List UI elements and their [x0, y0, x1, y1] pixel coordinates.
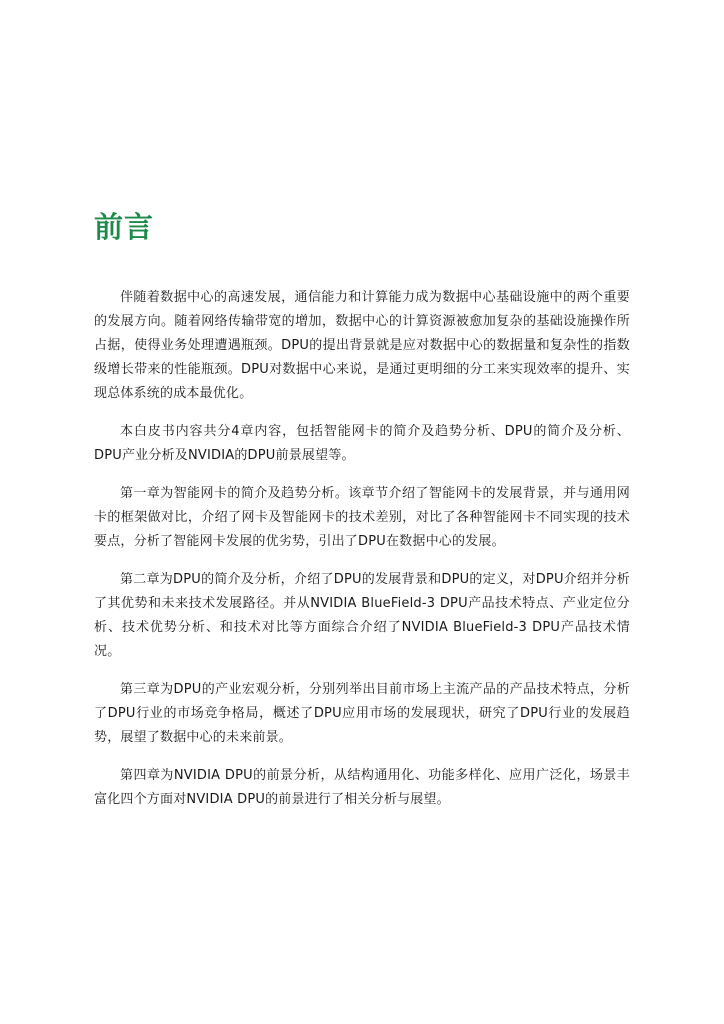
- page-title: 前言: [94, 210, 155, 244]
- paragraph-6: 第四章为NVIDIA DPU的前景分析，从结构通用化、功能多样化、应用广泛化，场景丰富化四个方面对NVIDIA DPU的前景进行了相关分析与展望。: [94, 768, 630, 807]
- paragraph-4: 第二章为DPU的简介及分析，介绍了DPU的发展背景和DPU的定义，对DPU介绍并分析了其优势和未来技术发展路径。并从NVIDIA BlueField-3 DPU产品技术特点、产业定位分析、技术优势分析、和技术对比等方面综合介绍了NVIDIA BlueField-3 DPU产品技术情况。: [94, 572, 630, 659]
- paragraph-2: 本白皮书内容共分4章内容，包括智能网卡的简介及趋势分析、DPU的简介及分析、DPU产业分析及NVIDIA的DPU前景展望等。: [94, 424, 630, 463]
- paragraph-3: 第一章为智能网卡的简介及趋势分析。该章节介绍了智能网卡的发展背景，并与通用网卡的框架做对比，介绍了网卡及智能网卡的技术差别，对比了各种智能网卡不同实现的技术要点，分析了智能网卡发展的优劣势，引出了DPU在数据中心的发展。: [94, 486, 630, 549]
- preface-body: [94, 286, 630, 826]
- paragraph-1: 伴随着数据中心的高速发展，通信能力和计算能力成为数据中心基础设施中的两个重要的发展方向。随着网络传输带宽的增加，数据中心的计算资源被愈加复杂的基础设施操作所占据，使得业务处理遭遇瓶颈。DPU的提出背景就是应对数据中心的数据量和复杂性的指数级增长带来的性能瓶颈。DPU对数据中心来说，是通过更明细的分工来实现效率的提升、实现总体系统的成本最优化。: [94, 290, 630, 401]
- paragraph-5: 第三章为DPU的产业宏观分析，分别列举出目前市场上主流产品的产品技术特点，分析了DPU行业的市场竞争格局，概述了DPU应用市场的发展现状，研究了DPU行业的发展趋势，展望了数据中心的未来前景。: [94, 682, 630, 745]
